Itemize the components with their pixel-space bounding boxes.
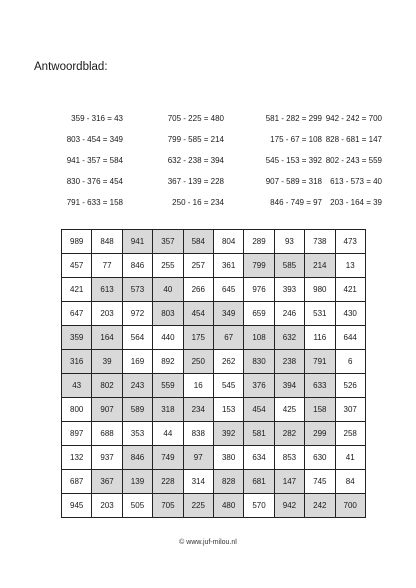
grid-cell: 392: [213, 422, 243, 446]
grid-cell: 376: [244, 374, 274, 398]
grid-cell: 647: [62, 302, 92, 326]
grid-row: [62, 350, 366, 374]
sum-item: 846 - 749 = 97: [270, 198, 322, 207]
grid-cell: 289: [244, 230, 274, 254]
sum-item: 203 - 164 = 39: [330, 198, 382, 207]
grid-cell: 700: [335, 494, 365, 518]
grid-cell: 828: [213, 470, 243, 494]
grid-cell: 531: [305, 302, 335, 326]
grid-cell: 681: [244, 470, 274, 494]
grid-cell: 589: [122, 398, 152, 422]
grid-cell: 430: [335, 302, 365, 326]
sum-item: 803 - 454 = 349: [66, 135, 123, 144]
grid-cell: 942: [274, 494, 304, 518]
grid-cell: 228: [153, 470, 183, 494]
sum-item: 799 - 585 = 214: [167, 135, 224, 144]
grid-row: [62, 326, 366, 350]
grid-cell: 225: [183, 494, 213, 518]
grid-cell: 349: [213, 302, 243, 326]
grid-cell: 848: [92, 230, 122, 254]
sum-item: 367 - 139 = 228: [167, 177, 224, 186]
sum-item: 791 - 633 = 158: [66, 198, 123, 207]
sum-item: 907 - 589 = 318: [265, 177, 322, 186]
grid-cell: 570: [244, 494, 274, 518]
grid-cell: 802: [92, 374, 122, 398]
grid-cell: 945: [62, 494, 92, 518]
sum-item: 581 - 282 = 299: [265, 114, 322, 123]
grid-cell: 644: [335, 326, 365, 350]
grid-cell: 359: [62, 326, 92, 350]
grid-cell: 907: [92, 398, 122, 422]
grid-cell: 976: [244, 278, 274, 302]
grid-cell: 791: [305, 350, 335, 374]
grid-cell: 688: [92, 422, 122, 446]
grid-cell: 282: [274, 422, 304, 446]
grid-cell: 214: [305, 254, 335, 278]
grid-cell: 473: [335, 230, 365, 254]
grid-cell: 246: [274, 302, 304, 326]
footer-credit: © www.juf-milou.nl: [179, 539, 237, 546]
grid-cell: 705: [153, 494, 183, 518]
grid-row: [62, 422, 366, 446]
grid-cell: 480: [213, 494, 243, 518]
grid-cell: 421: [335, 278, 365, 302]
sum-item: 545 - 153 = 392: [265, 156, 322, 165]
grid-cell: 846: [122, 446, 152, 470]
grid-cell: 581: [244, 422, 274, 446]
grid-cell: 367: [92, 470, 122, 494]
grid-cell: 892: [153, 350, 183, 374]
grid-cell: 158: [305, 398, 335, 422]
grid-cell: 454: [244, 398, 274, 422]
grid-cell: 799: [244, 254, 274, 278]
grid-cell: 440: [153, 326, 183, 350]
grid-cell: 749: [153, 446, 183, 470]
grid-cell: 633: [305, 374, 335, 398]
grid-cell: 175: [183, 326, 213, 350]
grid-cell: 250: [183, 350, 213, 374]
grid-cell: 203: [92, 302, 122, 326]
grid-cell: 13: [335, 254, 365, 278]
grid-cell: 897: [62, 422, 92, 446]
grid-cell: 380: [213, 446, 243, 470]
grid-cell: 164: [92, 326, 122, 350]
grid-cell: 108: [244, 326, 274, 350]
grid-cell: 394: [274, 374, 304, 398]
grid-cell: 316: [62, 350, 92, 374]
grid-cell: 257: [183, 254, 213, 278]
grid-cell: 67: [213, 326, 243, 350]
grid-cell: 745: [305, 470, 335, 494]
grid-cell: 132: [62, 446, 92, 470]
grid-cell: 41: [335, 446, 365, 470]
grid-cell: 307: [335, 398, 365, 422]
sum-item: 830 - 376 = 454: [66, 177, 123, 186]
grid-cell: 838: [183, 422, 213, 446]
grid-cell: 937: [92, 446, 122, 470]
grid-cell: 93: [274, 230, 304, 254]
grid-cell: 97: [183, 446, 213, 470]
grid-cell: 526: [335, 374, 365, 398]
grid-cell: 299: [305, 422, 335, 446]
grid-cell: 584: [183, 230, 213, 254]
grid-cell: 169: [122, 350, 152, 374]
grid-cell: 645: [213, 278, 243, 302]
sum-item: 250 - 16 = 234: [172, 198, 224, 207]
grid-cell: 545: [213, 374, 243, 398]
grid-cell: 687: [62, 470, 92, 494]
grid-cell: 243: [122, 374, 152, 398]
grid-cell: 505: [122, 494, 152, 518]
grid-cell: 634: [244, 446, 274, 470]
grid-cell: 393: [274, 278, 304, 302]
grid-cell: 630: [305, 446, 335, 470]
grid-cell: 457: [62, 254, 92, 278]
grid-cell: 454: [183, 302, 213, 326]
sum-item: 941 - 357 = 584: [66, 156, 123, 165]
grid-cell: 6: [335, 350, 365, 374]
grid-row: [62, 494, 366, 518]
grid-cell: 361: [213, 254, 243, 278]
grid-cell: 632: [274, 326, 304, 350]
grid-cell: 318: [153, 398, 183, 422]
grid-cell: 559: [153, 374, 183, 398]
grid-cell: 800: [62, 398, 92, 422]
grid-cell: 84: [335, 470, 365, 494]
grid-cell: 421: [62, 278, 92, 302]
grid-cell: 853: [274, 446, 304, 470]
grid-cell: 659: [244, 302, 274, 326]
grid-cell: 116: [305, 326, 335, 350]
grid-cell: 77: [92, 254, 122, 278]
answer-grid: [61, 229, 366, 518]
sum-item: 359 - 316 = 43: [71, 114, 123, 123]
grid-cell: 804: [213, 230, 243, 254]
grid-row: [62, 278, 366, 302]
grid-cell: 234: [183, 398, 213, 422]
grid-cell: 16: [183, 374, 213, 398]
sum-item: 802 - 243 = 559: [325, 156, 382, 165]
grid-row: [62, 470, 366, 494]
grid-cell: 564: [122, 326, 152, 350]
page-title: Antwoordblad:: [34, 61, 108, 73]
grid-row: [62, 230, 366, 254]
grid-cell: 613: [92, 278, 122, 302]
grid-cell: 203: [92, 494, 122, 518]
grid-cell: 425: [274, 398, 304, 422]
grid-cell: 40: [153, 278, 183, 302]
grid-cell: 573: [122, 278, 152, 302]
grid-cell: 846: [122, 254, 152, 278]
grid-row: [62, 254, 366, 278]
grid-cell: 262: [213, 350, 243, 374]
grid-cell: 44: [153, 422, 183, 446]
grid-cell: 139: [122, 470, 152, 494]
grid-cell: 357: [153, 230, 183, 254]
grid-cell: 39: [92, 350, 122, 374]
grid-cell: 989: [62, 230, 92, 254]
sum-item: 705 - 225 = 480: [167, 114, 224, 123]
grid-cell: 238: [274, 350, 304, 374]
sums-list: [26, 108, 382, 213]
sum-item: 175 - 67 = 108: [270, 135, 322, 144]
grid-row: [62, 374, 366, 398]
grid-cell: 147: [274, 470, 304, 494]
grid-cell: 255: [153, 254, 183, 278]
sum-item: 632 - 238 = 394: [167, 156, 224, 165]
grid-cell: 314: [183, 470, 213, 494]
sum-item: 828 - 681 = 147: [325, 135, 382, 144]
grid-cell: 43: [62, 374, 92, 398]
grid-row: [62, 398, 366, 422]
grid-cell: 980: [305, 278, 335, 302]
grid-cell: 242: [305, 494, 335, 518]
grid-cell: 153: [213, 398, 243, 422]
grid-cell: 738: [305, 230, 335, 254]
sum-item: 613 - 573 = 40: [330, 177, 382, 186]
grid-row: [62, 302, 366, 326]
grid-cell: 266: [183, 278, 213, 302]
grid-cell: 972: [122, 302, 152, 326]
grid-cell: 353: [122, 422, 152, 446]
grid-cell: 803: [153, 302, 183, 326]
grid-cell: 585: [274, 254, 304, 278]
grid-row: [62, 446, 366, 470]
sum-item: 942 - 242 = 700: [325, 114, 382, 123]
grid-cell: 830: [244, 350, 274, 374]
grid-cell: 941: [122, 230, 152, 254]
grid-cell: 258: [335, 422, 365, 446]
